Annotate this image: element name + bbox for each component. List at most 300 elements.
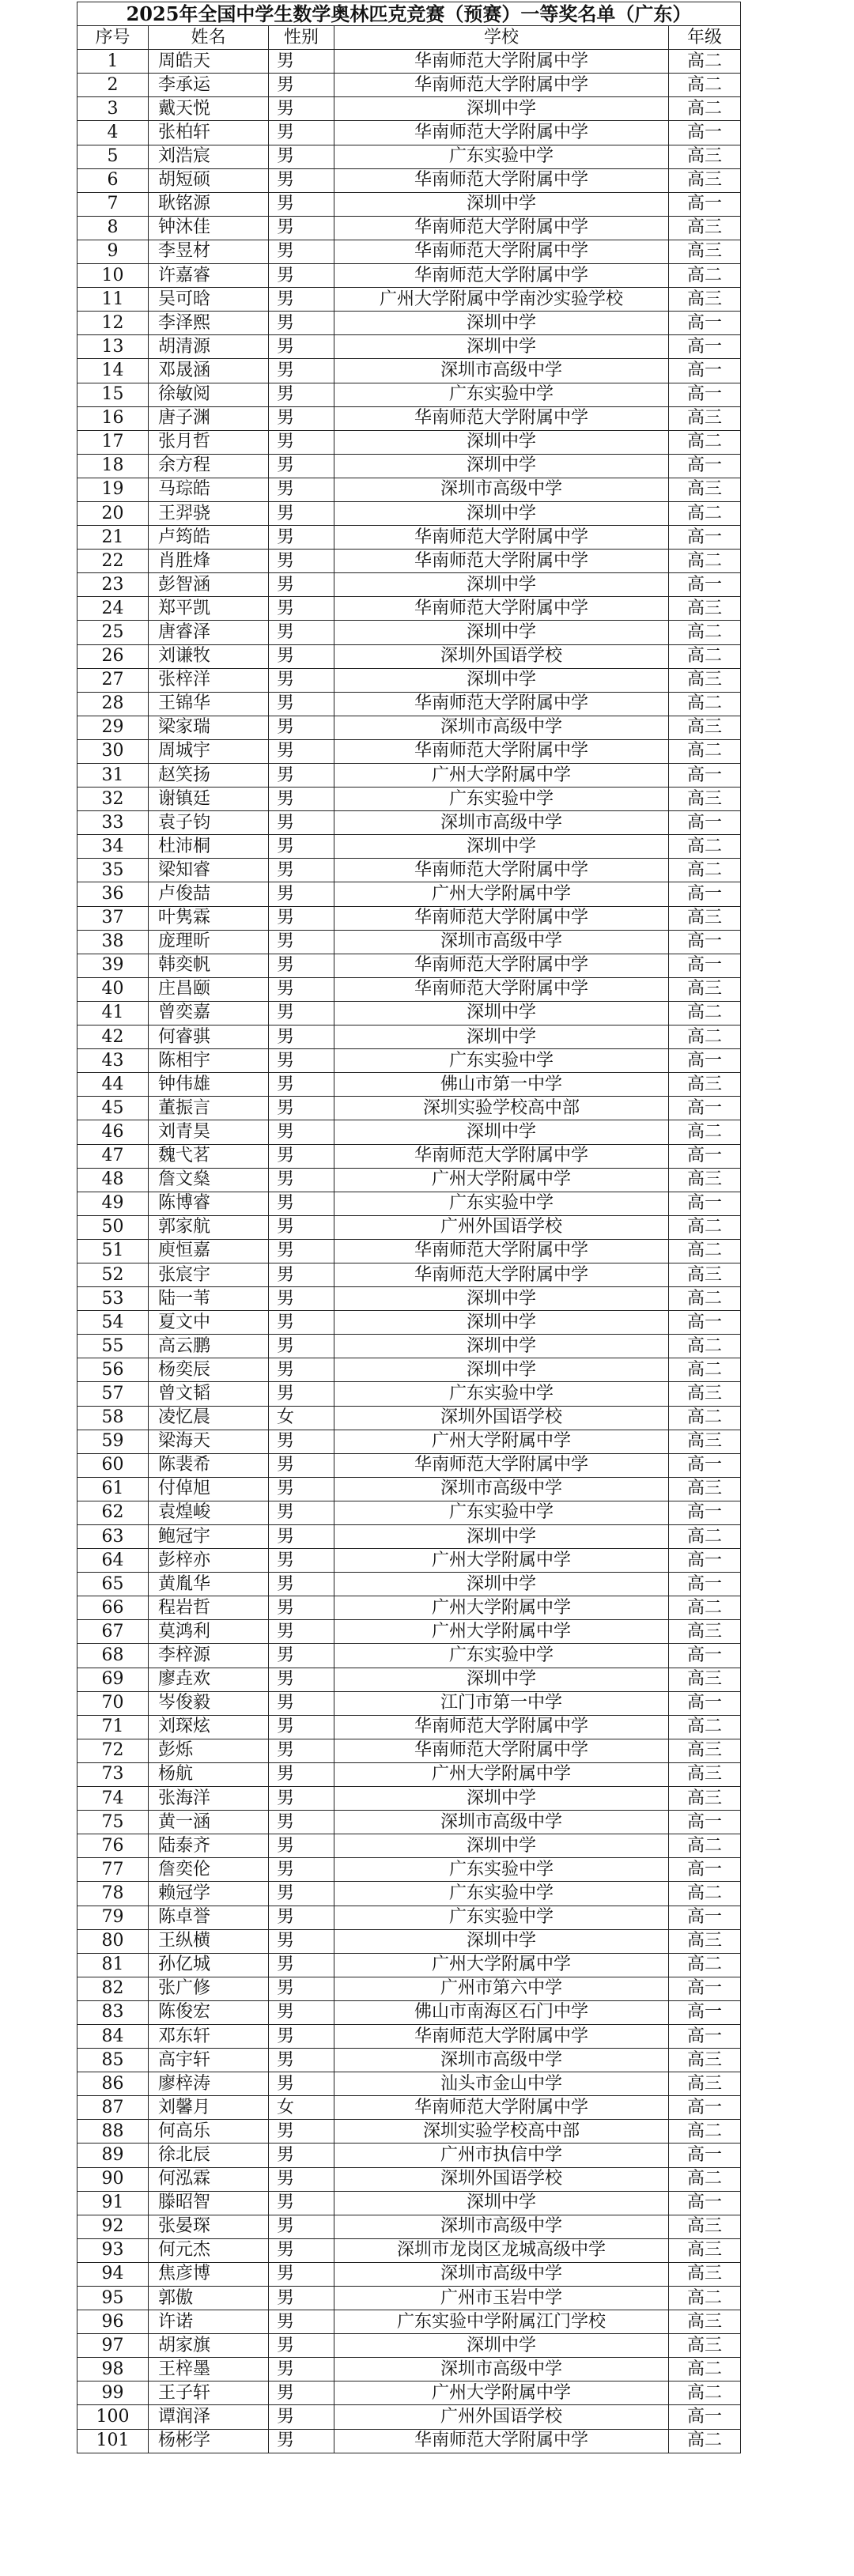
school-name-cell: 深圳中学	[334, 668, 669, 692]
table-row	[77, 1953, 741, 1977]
grade-cell: 高一	[669, 764, 741, 788]
school-name-cell: 广州市第六中学	[334, 1977, 669, 2000]
school-name-cell: 深圳中学	[334, 2334, 669, 2358]
student-name-cell: 陈俊宏	[149, 2000, 269, 2024]
row-number-cell: 10	[77, 264, 149, 288]
table-row	[77, 1073, 741, 1097]
student-name-cell: 杨航	[149, 1762, 269, 1786]
school-name-cell: 广州大学附属中学	[334, 1620, 669, 1644]
row-number-cell: 95	[77, 2287, 149, 2310]
student-name-cell: 张梓洋	[149, 668, 269, 692]
table-row	[77, 240, 741, 263]
gender-cell: 男	[269, 2144, 334, 2167]
gender-cell: 男	[269, 1025, 334, 1049]
school-name-cell: 广东实验中学	[334, 788, 669, 811]
student-name-cell: 彭烁	[149, 1739, 269, 1762]
gender-cell: 男	[269, 1906, 334, 1929]
gender-cell: 男	[269, 1715, 334, 1739]
gender-cell: 男	[269, 2024, 334, 2048]
table-row	[77, 2429, 741, 2453]
school-name-cell: 广州大学附属中学	[334, 1168, 669, 1192]
gender-cell: 男	[269, 1953, 334, 1977]
table-row	[77, 335, 741, 359]
student-name-cell: 杨奕辰	[149, 1358, 269, 1382]
row-number-cell: 31	[77, 764, 149, 788]
school-name-cell: 深圳市高级中学	[334, 1477, 669, 1501]
gender-cell: 男	[269, 1453, 334, 1477]
student-name-cell: 曾文韬	[149, 1382, 269, 1406]
row-number-cell: 78	[77, 1882, 149, 1906]
gender-cell: 男	[269, 835, 334, 859]
table-row	[77, 1929, 741, 1953]
grade-cell: 高二	[669, 1715, 741, 1739]
table-row	[77, 1739, 741, 1762]
student-name-cell: 袁子钧	[149, 811, 269, 835]
grade-cell: 高三	[669, 2334, 741, 2358]
school-name-cell: 广州大学附属中学	[334, 2381, 669, 2405]
table-row	[77, 1358, 741, 1382]
school-name-cell: 华南师范大学附属中学	[334, 859, 669, 882]
row-number-cell: 3	[77, 97, 149, 121]
grade-cell: 高三	[669, 406, 741, 430]
gender-cell: 男	[269, 1192, 334, 1215]
gender-cell: 男	[269, 2405, 334, 2429]
gender-cell: 男	[269, 2310, 334, 2334]
row-number-cell: 98	[77, 2358, 149, 2381]
student-name-cell: 彭智涵	[149, 573, 269, 597]
gender-cell: 男	[269, 1787, 334, 1811]
header-grade: 年级	[669, 26, 741, 50]
gender-cell: 男	[269, 1596, 334, 1620]
school-name-cell: 华南师范大学附属中学	[334, 692, 669, 716]
gender-cell: 男	[269, 739, 334, 763]
table-row	[77, 1311, 741, 1335]
school-name-cell: 深圳中学	[334, 1358, 669, 1382]
grade-cell: 高一	[669, 526, 741, 550]
student-name-cell: 詹奕伦	[149, 1858, 269, 1882]
table-row	[77, 1287, 741, 1311]
school-name-cell: 华南师范大学附属中学	[334, 1715, 669, 1739]
grade-cell: 高三	[669, 145, 741, 168]
student-name-cell: 耿铭源	[149, 192, 269, 216]
school-name-cell: 华南师范大学附属中学	[334, 906, 669, 930]
student-name-cell: 张宸宇	[149, 1263, 269, 1286]
gender-cell: 男	[269, 859, 334, 882]
gender-cell: 男	[269, 1049, 334, 1073]
table-row	[77, 1573, 741, 1596]
grade-cell: 高一	[669, 1691, 741, 1715]
row-number-cell: 96	[77, 2310, 149, 2334]
gender-cell: 男	[269, 478, 334, 501]
table-row	[77, 406, 741, 430]
gender-cell: 男	[269, 1691, 334, 1715]
grade-cell: 高二	[669, 501, 741, 525]
school-name-cell: 广州大学附属中学	[334, 1953, 669, 1977]
table-title: 2025年全国中学生数学奥林匹克竞赛（预赛）一等奖名单（广东）	[77, 2, 741, 26]
table-row	[77, 1335, 741, 1358]
student-name-cell: 曾奕嘉	[149, 1001, 269, 1025]
row-number-cell: 2	[77, 74, 149, 97]
grade-cell: 高三	[669, 1382, 741, 1406]
table-row	[77, 1858, 741, 1882]
table-row	[77, 312, 741, 335]
student-name-cell: 何睿骐	[149, 1025, 269, 1049]
gender-cell: 男	[269, 573, 334, 597]
student-name-cell: 郭傲	[149, 2287, 269, 2310]
row-number-cell: 41	[77, 1001, 149, 1025]
table-row	[77, 716, 741, 739]
student-name-cell: 赖冠学	[149, 1882, 269, 1906]
table-row	[77, 788, 741, 811]
table-row	[77, 1906, 741, 1929]
gender-cell: 男	[269, 621, 334, 644]
gender-cell: 男	[269, 1549, 334, 1573]
school-name-cell: 华南师范大学附属中学	[334, 264, 669, 288]
table-row	[77, 977, 741, 1001]
row-number-cell: 24	[77, 597, 149, 621]
student-name-cell: 唐子渊	[149, 406, 269, 430]
school-name-cell: 华南师范大学附属中学	[334, 1144, 669, 1168]
school-name-cell: 深圳中学	[334, 501, 669, 525]
gender-cell: 男	[269, 1073, 334, 1097]
student-name-cell: 詹文燊	[149, 1168, 269, 1192]
table-row	[77, 1406, 741, 1430]
school-name-cell: 深圳中学	[334, 97, 669, 121]
row-number-cell: 25	[77, 621, 149, 644]
gender-cell: 男	[269, 74, 334, 97]
header-name: 姓名	[149, 26, 269, 50]
row-number-cell: 99	[77, 2381, 149, 2405]
student-name-cell: 杜沛桐	[149, 835, 269, 859]
row-number-cell: 28	[77, 692, 149, 716]
row-number-cell: 79	[77, 1906, 149, 1929]
gender-cell: 女	[269, 2096, 334, 2120]
row-number-cell: 64	[77, 1549, 149, 1573]
student-name-cell: 周城宇	[149, 739, 269, 763]
student-name-cell: 魏弋茗	[149, 1144, 269, 1168]
table-row	[77, 739, 741, 763]
gender-cell: 男	[269, 2334, 334, 2358]
gender-cell: 男	[269, 430, 334, 454]
row-number-cell: 26	[77, 644, 149, 668]
gender-cell: 男	[269, 1430, 334, 1453]
grade-cell: 高一	[669, 1144, 741, 1168]
row-number-cell: 68	[77, 1644, 149, 1668]
grade-cell: 高一	[669, 383, 741, 406]
gender-cell: 男	[269, 954, 334, 977]
school-name-cell: 广州外国语学校	[334, 2405, 669, 2429]
grade-cell: 高一	[669, 312, 741, 335]
grade-cell: 高三	[669, 288, 741, 312]
student-name-cell: 许诺	[149, 2310, 269, 2334]
gender-cell: 男	[269, 1144, 334, 1168]
row-number-cell: 40	[77, 977, 149, 1001]
student-name-cell: 陈博睿	[149, 1192, 269, 1215]
row-number-cell: 45	[77, 1097, 149, 1120]
school-name-cell: 深圳中学	[334, 1787, 669, 1811]
table-row	[77, 501, 741, 525]
student-name-cell: 焦彦博	[149, 2262, 269, 2286]
grade-cell: 高三	[669, 1263, 741, 1286]
school-name-cell: 深圳中学	[334, 1834, 669, 1858]
student-name-cell: 董振言	[149, 1097, 269, 1120]
student-name-cell: 梁家瑞	[149, 716, 269, 739]
grade-cell: 高一	[669, 359, 741, 383]
school-name-cell: 深圳中学	[334, 1335, 669, 1358]
table-row	[77, 74, 741, 97]
student-name-cell: 庄昌颐	[149, 977, 269, 1001]
school-name-cell: 广东实验中学	[334, 1501, 669, 1524]
row-number-cell: 27	[77, 668, 149, 692]
row-number-cell: 5	[77, 145, 149, 168]
student-name-cell: 李泽熙	[149, 312, 269, 335]
grade-cell: 高二	[669, 1406, 741, 1430]
school-name-cell: 华南师范大学附属中学	[334, 739, 669, 763]
gender-cell: 男	[269, 2215, 334, 2238]
student-name-cell: 凌忆晨	[149, 1406, 269, 1430]
row-number-cell: 44	[77, 1073, 149, 1097]
gender-cell: 男	[269, 597, 334, 621]
school-name-cell: 华南师范大学附属中学	[334, 977, 669, 1001]
table-row	[77, 1025, 741, 1049]
school-name-cell: 华南师范大学附属中学	[334, 121, 669, 145]
student-name-cell: 陈裴希	[149, 1453, 269, 1477]
table-row	[77, 145, 741, 168]
student-name-cell: 李梓源	[149, 1644, 269, 1668]
row-number-cell: 92	[77, 2215, 149, 2238]
student-name-cell: 岑俊毅	[149, 1691, 269, 1715]
student-name-cell: 卢筠皓	[149, 526, 269, 550]
student-name-cell: 谢镇廷	[149, 788, 269, 811]
student-name-cell: 梁知睿	[149, 859, 269, 882]
row-number-cell: 20	[77, 501, 149, 525]
row-number-cell: 82	[77, 1977, 149, 2000]
header-row	[77, 26, 741, 50]
table-row	[77, 288, 741, 312]
row-number-cell: 46	[77, 1120, 149, 1144]
row-number-cell: 12	[77, 312, 149, 335]
student-name-cell: 孙亿城	[149, 1953, 269, 1977]
grade-cell: 高一	[669, 954, 741, 977]
school-name-cell: 深圳市高级中学	[334, 716, 669, 739]
gender-cell: 男	[269, 930, 334, 954]
table-row	[77, 1501, 741, 1524]
grade-cell: 高二	[669, 1025, 741, 1049]
row-number-cell: 42	[77, 1025, 149, 1049]
gender-cell: 男	[269, 145, 334, 168]
header-gender: 性别	[269, 26, 334, 50]
table-row	[77, 811, 741, 835]
grade-cell: 高一	[669, 1311, 741, 1335]
gender-cell: 男	[269, 1858, 334, 1882]
school-name-cell: 深圳中学	[334, 1311, 669, 1335]
gender-cell: 男	[269, 2120, 334, 2144]
student-name-cell: 王羿骁	[149, 501, 269, 525]
row-number-cell: 51	[77, 1239, 149, 1263]
school-name-cell: 深圳市高级中学	[334, 1811, 669, 1834]
grade-cell: 高一	[669, 930, 741, 954]
table-row	[77, 2262, 741, 2286]
gender-cell: 男	[269, 1215, 334, 1239]
school-name-cell: 深圳中学	[334, 835, 669, 859]
table-row	[77, 1097, 741, 1120]
row-number-cell: 66	[77, 1596, 149, 1620]
table-row	[77, 1168, 741, 1192]
student-name-cell: 肖胜烽	[149, 550, 269, 573]
student-name-cell: 彭梓亦	[149, 1549, 269, 1573]
row-number-cell: 88	[77, 2120, 149, 2144]
student-name-cell: 王梓墨	[149, 2358, 269, 2381]
gender-cell: 男	[269, 1335, 334, 1358]
gender-cell: 男	[269, 2167, 334, 2191]
gender-cell: 男	[269, 1739, 334, 1762]
grade-cell: 高二	[669, 2429, 741, 2453]
row-number-cell: 14	[77, 359, 149, 383]
school-name-cell: 广州市玉岩中学	[334, 2287, 669, 2310]
row-number-cell: 1	[77, 50, 149, 74]
school-name-cell: 广东实验中学	[334, 145, 669, 168]
gender-cell: 男	[269, 1311, 334, 1335]
gender-cell: 男	[269, 1834, 334, 1858]
school-name-cell: 广州大学附属中学	[334, 764, 669, 788]
table-row	[77, 1215, 741, 1239]
school-name-cell: 广东实验中学	[334, 1882, 669, 1906]
grade-cell: 高二	[669, 739, 741, 763]
school-name-cell: 深圳中学	[334, 1525, 669, 1549]
school-name-cell: 深圳市高级中学	[334, 2215, 669, 2238]
table-row	[77, 859, 741, 882]
student-name-cell: 刘浩宸	[149, 145, 269, 168]
student-name-cell: 韩奕帆	[149, 954, 269, 977]
grade-cell: 高二	[669, 644, 741, 668]
table-row	[77, 2049, 741, 2072]
school-name-cell: 华南师范大学附属中学	[334, 550, 669, 573]
table-row	[77, 50, 741, 74]
school-name-cell: 深圳外国语学校	[334, 2167, 669, 2191]
grade-cell: 高一	[669, 2024, 741, 2048]
gender-cell: 男	[269, 2358, 334, 2381]
row-number-cell: 29	[77, 716, 149, 739]
grade-cell: 高三	[669, 977, 741, 1001]
grade-cell: 高一	[669, 1549, 741, 1573]
table-row	[77, 168, 741, 192]
student-name-cell: 钟伟雄	[149, 1073, 269, 1097]
gender-cell: 男	[269, 1001, 334, 1025]
grade-cell: 高三	[669, 2049, 741, 2072]
grade-cell: 高二	[669, 1525, 741, 1549]
grade-cell: 高二	[669, 835, 741, 859]
grade-cell: 高三	[669, 2072, 741, 2096]
school-name-cell: 深圳中学	[334, 1025, 669, 1049]
row-number-cell: 13	[77, 335, 149, 359]
table-row	[77, 454, 741, 478]
gender-cell: 男	[269, 1573, 334, 1596]
row-number-cell: 54	[77, 1311, 149, 1335]
student-name-cell: 刘青昊	[149, 1120, 269, 1144]
gender-cell: 男	[269, 1644, 334, 1668]
table-row	[77, 2144, 741, 2167]
table-row	[77, 97, 741, 121]
table-row	[77, 2287, 741, 2310]
grade-cell: 高三	[669, 1929, 741, 1953]
grade-cell: 高三	[669, 1762, 741, 1786]
student-name-cell: 付倬旭	[149, 1477, 269, 1501]
table-row	[77, 573, 741, 597]
grade-cell: 高一	[669, 2000, 741, 2024]
row-number-cell: 47	[77, 1144, 149, 1168]
table-row	[77, 2096, 741, 2120]
row-number-cell: 43	[77, 1049, 149, 1073]
table-row	[77, 1811, 741, 1834]
student-name-cell: 滕昭智	[149, 2191, 269, 2215]
school-name-cell: 广东实验中学附属江门学校	[334, 2310, 669, 2334]
row-number-cell: 80	[77, 1929, 149, 1953]
row-number-cell: 75	[77, 1811, 149, 1834]
table-row	[77, 835, 741, 859]
table-row	[77, 2191, 741, 2215]
grade-cell: 高一	[669, 573, 741, 597]
gender-cell: 男	[269, 550, 334, 573]
school-name-cell: 深圳中学	[334, 1929, 669, 1953]
grade-cell: 高二	[669, 692, 741, 716]
row-number-cell: 91	[77, 2191, 149, 2215]
table-row	[77, 1977, 741, 2000]
student-name-cell: 张月哲	[149, 430, 269, 454]
school-name-cell: 广州大学附属中学	[334, 1430, 669, 1453]
grade-cell: 高三	[669, 906, 741, 930]
gender-cell: 男	[269, 1525, 334, 1549]
award-table	[77, 2, 741, 2453]
school-name-cell: 深圳中学	[334, 335, 669, 359]
school-name-cell: 深圳实验学校高中部	[334, 2120, 669, 2144]
row-number-cell: 74	[77, 1787, 149, 1811]
row-number-cell: 55	[77, 1335, 149, 1358]
row-number-cell: 16	[77, 406, 149, 430]
student-name-cell: 张柏轩	[149, 121, 269, 145]
grade-cell: 高二	[669, 2120, 741, 2144]
table-row	[77, 2334, 741, 2358]
school-name-cell: 佛山市第一中学	[334, 1073, 669, 1097]
grade-cell: 高一	[669, 121, 741, 145]
gender-cell: 男	[269, 2262, 334, 2286]
student-name-cell: 何泓霖	[149, 2167, 269, 2191]
row-number-cell: 94	[77, 2262, 149, 2286]
table-row	[77, 2238, 741, 2262]
school-name-cell: 广东实验中学	[334, 1858, 669, 1882]
gender-cell: 男	[269, 716, 334, 739]
grade-cell: 高三	[669, 1620, 741, 1644]
grade-cell: 高二	[669, 1834, 741, 1858]
grade-cell: 高三	[669, 216, 741, 240]
table-row	[77, 2358, 741, 2381]
gender-cell: 男	[269, 406, 334, 430]
school-name-cell: 广东实验中学	[334, 383, 669, 406]
table-row	[77, 2072, 741, 2096]
school-name-cell: 华南师范大学附属中学	[334, 2024, 669, 2048]
table-row	[77, 1668, 741, 1691]
row-number-cell: 22	[77, 550, 149, 573]
school-name-cell: 华南师范大学附属中学	[334, 1263, 669, 1286]
school-name-cell: 广州大学附属中学	[334, 1596, 669, 1620]
table-row	[77, 621, 741, 644]
school-name-cell: 广州大学附属中学	[334, 882, 669, 906]
table-row	[77, 1882, 741, 1906]
row-number-cell: 56	[77, 1358, 149, 1382]
grade-cell: 高三	[669, 2238, 741, 2262]
grade-cell: 高一	[669, 2191, 741, 2215]
grade-cell: 高二	[669, 621, 741, 644]
student-name-cell: 郭家航	[149, 1215, 269, 1239]
